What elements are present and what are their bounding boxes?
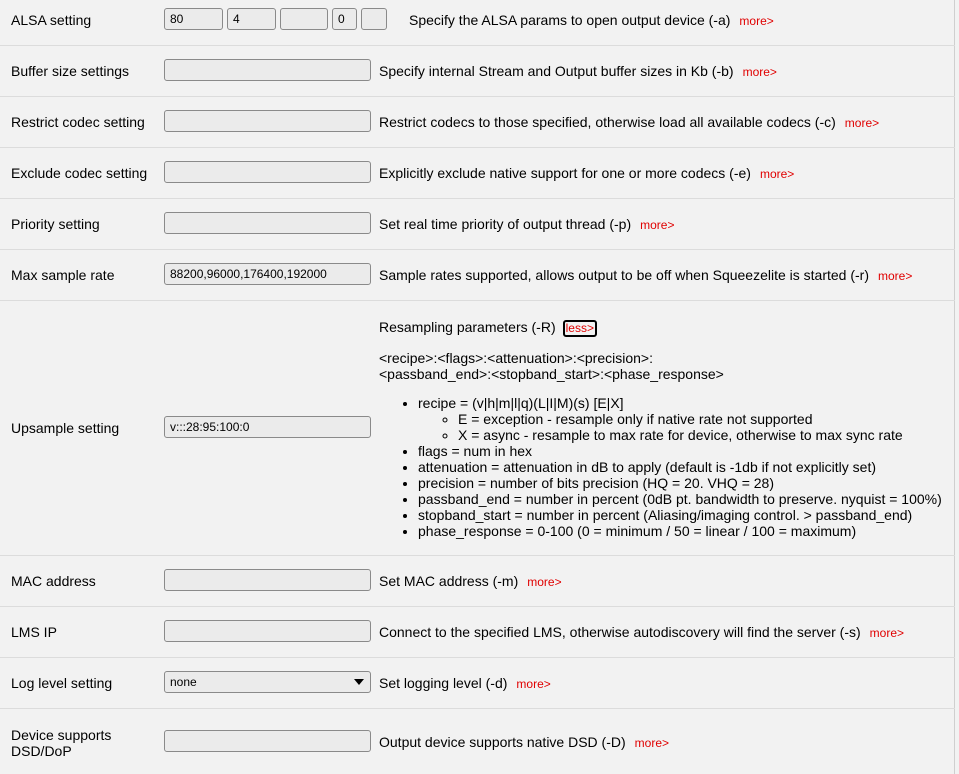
row-buffer-size bbox=[0, 46, 955, 97]
row-description: Resampling parameters (-R) less> bbox=[379, 319, 597, 337]
buffer-size-input[interactable] bbox=[164, 59, 371, 81]
selected-value: none bbox=[170, 675, 197, 689]
row-label: Buffer size settings bbox=[11, 63, 130, 79]
row-description: Set real time priority of output thread (-p) more> bbox=[379, 216, 675, 232]
more-link[interactable]: more> bbox=[878, 269, 913, 283]
params-line-2: <passband_end>:<stopband_start>:<phase_response> bbox=[379, 366, 724, 382]
row-label: Exclude codec setting bbox=[11, 165, 148, 181]
params-list bbox=[400, 395, 942, 539]
list-item: • attenuation = attenuation in dB to apply (default is -1db if not explicitly set) bbox=[418, 459, 942, 475]
row-description: Set logging level (-d) more> bbox=[379, 675, 551, 691]
list-item: • recipe = (v|h|m|l|q)(L|I|M)(s) [E|X] ◦ E = exception - resample only if native rate not supported ◦ X = async - resample to max rate for device, otherwise to max sync rate bbox=[418, 395, 942, 443]
more-link[interactable]: more> bbox=[844, 116, 880, 130]
list-item: ◦ E = exception - resample only if native rate not supported bbox=[458, 411, 942, 427]
row-description: Restrict codecs to those specified, otherwise load all available codecs (-c) more> bbox=[379, 114, 880, 130]
more-link[interactable]: more> bbox=[516, 677, 551, 691]
alsa-param-4-input[interactable]: 0 bbox=[332, 8, 357, 30]
row-label: Restrict codec setting bbox=[11, 114, 145, 130]
more-link[interactable]: more> bbox=[869, 626, 905, 640]
alsa-param-3-input[interactable] bbox=[280, 8, 328, 30]
list-item: • precision = number of bits precision (HQ = 20. VHQ = 28) bbox=[418, 475, 942, 491]
row-restrict-codec bbox=[0, 97, 955, 148]
row-alsa-setting bbox=[0, 0, 955, 46]
list-item: • phase_response = 0-100 (0 = minimum / 50 = linear / 100 = maximum) bbox=[418, 523, 942, 539]
mac-address-input[interactable] bbox=[164, 569, 371, 591]
row-label: Device supports DSD/DoP bbox=[11, 727, 112, 759]
list-item: • passband_end = number in percent (0dB pt. bandwidth to preserve. nyquist = 100%) bbox=[418, 491, 942, 507]
row-exclude-codec bbox=[0, 148, 955, 199]
row-priority bbox=[0, 199, 955, 250]
lms-ip-input[interactable] bbox=[164, 620, 371, 642]
max-sample-rate-input[interactable]: 88200,96000,176400,192000 bbox=[164, 263, 371, 285]
row-upsample bbox=[0, 301, 955, 556]
params-syntax bbox=[379, 350, 724, 382]
alsa-param-5-input[interactable] bbox=[361, 8, 387, 30]
more-link[interactable]: more> bbox=[739, 14, 774, 28]
more-link[interactable]: more> bbox=[759, 167, 795, 181]
row-mac-address bbox=[0, 556, 955, 607]
row-description: Output device supports native DSD (-D) more> bbox=[379, 734, 670, 750]
params-line-1: <recipe>:<flags>:<attenuation>:<precision>: bbox=[379, 350, 653, 366]
row-label: Priority setting bbox=[11, 216, 100, 232]
more-link[interactable]: more> bbox=[527, 575, 562, 589]
log-level-select[interactable] bbox=[164, 671, 371, 693]
list-item: • stopband_start = number in percent (Aliasing/imaging control. > passband_end) bbox=[418, 507, 942, 523]
alsa-param-2-input[interactable]: 4 bbox=[227, 8, 276, 30]
row-lms-ip bbox=[0, 607, 955, 658]
restrict-codec-input[interactable] bbox=[164, 110, 371, 132]
more-link[interactable]: more> bbox=[742, 65, 777, 79]
row-label: LMS IP bbox=[11, 624, 57, 640]
row-dsd bbox=[0, 709, 955, 774]
row-label: MAC address bbox=[11, 573, 96, 589]
row-max-sample-rate bbox=[0, 250, 955, 301]
row-description: Set MAC address (-m) more> bbox=[379, 573, 562, 589]
row-description: Specify internal Stream and Output buffer sizes in Kb (-b) more> bbox=[379, 63, 777, 79]
list-item: • flags = num in hex bbox=[418, 443, 942, 459]
dropdown-arrow-icon bbox=[354, 679, 364, 685]
row-description: Specify the ALSA params to open output device (-a) more> bbox=[409, 12, 774, 28]
row-description: Explicitly exclude native support for one or more codecs (-e) more> bbox=[379, 165, 795, 181]
row-log-level bbox=[0, 658, 955, 709]
less-link[interactable]: less> bbox=[563, 320, 597, 337]
row-description: Sample rates supported, allows output to be off when Squeezelite is started (-r) more> bbox=[379, 267, 913, 283]
priority-input[interactable] bbox=[164, 212, 371, 234]
exclude-codec-input[interactable] bbox=[164, 161, 371, 183]
row-label: ALSA setting bbox=[11, 12, 92, 28]
list-item: ◦ X = async - resample to max rate for device, otherwise to max sync rate bbox=[458, 427, 942, 443]
row-description: Connect to the specified LMS, otherwise autodiscovery will find the server (-s) more> bbox=[379, 624, 905, 640]
dsd-input[interactable] bbox=[164, 730, 371, 752]
more-link[interactable]: more> bbox=[640, 218, 675, 232]
row-label: Log level setting bbox=[11, 675, 113, 691]
row-label: Max sample rate bbox=[11, 267, 115, 283]
upsample-input[interactable]: v:::28:95:100:0 bbox=[164, 416, 371, 438]
alsa-param-1-input[interactable]: 80 bbox=[164, 8, 223, 30]
row-label: Upsample setting bbox=[11, 420, 120, 436]
more-link[interactable]: more> bbox=[634, 736, 670, 750]
